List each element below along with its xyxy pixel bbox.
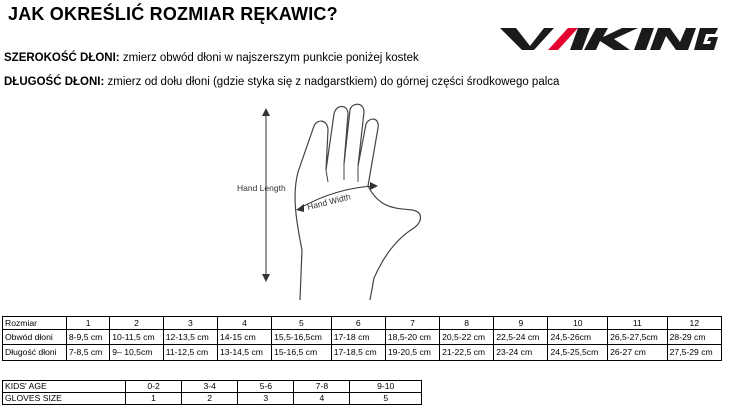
kids-age-cell: 0-2 xyxy=(126,381,182,393)
kids-age-cell: 7-8 xyxy=(294,381,350,393)
width-instruction xyxy=(4,52,419,64)
width-cell: 15,5-16,5cm xyxy=(272,330,332,345)
hand-length-label: Hand Length xyxy=(237,183,286,193)
length-cell: 11-12,5 cm xyxy=(163,345,217,361)
length-cell: 13-14,5 cm xyxy=(217,345,271,361)
kids-age-label: KIDS' AGE xyxy=(3,381,126,393)
length-cell: 15-16,5 cm xyxy=(272,345,332,361)
width-cell: 14-15 cm xyxy=(217,330,271,345)
width-cell: 18,5-20 cm xyxy=(385,330,439,345)
kids-age-cell: 9-10 xyxy=(350,381,422,393)
size-cell: 12 xyxy=(667,317,721,330)
viking-logo xyxy=(500,26,718,52)
size-cell: 2 xyxy=(110,317,163,330)
size-cell: 9 xyxy=(494,317,548,330)
kids-size-cell: 5 xyxy=(350,393,422,405)
kids-age-cell: 3-4 xyxy=(182,381,238,393)
length-row xyxy=(3,345,722,361)
hand-width-arrow-right xyxy=(370,182,378,190)
width-cell: 17-18 cm xyxy=(331,330,385,345)
length-instruction-label: DŁUGOŚĆ DŁONI: xyxy=(4,76,105,88)
logo-letter-g xyxy=(694,28,718,50)
kids-size-label: GLOVES SIZE xyxy=(3,393,126,405)
length-row-label: Długość dłoni xyxy=(3,345,67,361)
page-title: JAK OKREŚLIĆ ROZMIAR RĘKAWIC? xyxy=(8,4,338,24)
size-cell: 1 xyxy=(66,317,109,330)
kids-size-table xyxy=(2,380,422,405)
finger-crease-1 xyxy=(326,170,328,182)
logo-letter-v xyxy=(500,28,554,50)
kids-size-cell: 4 xyxy=(294,393,350,405)
length-cell: 26-27 cm xyxy=(608,345,668,361)
size-row xyxy=(3,317,722,330)
hand-diagram xyxy=(230,100,470,310)
kids-size-cell: 2 xyxy=(182,393,238,405)
size-cell: 4 xyxy=(217,317,271,330)
width-cell: 8-9,5 cm xyxy=(66,330,109,345)
width-cell: 10-11,5 cm xyxy=(110,330,163,345)
logo-letter-k xyxy=(584,28,638,50)
kids-size-cell: 1 xyxy=(126,393,182,405)
kids-size-row xyxy=(3,393,422,405)
width-instruction-label: SZEROKOŚĆ DŁONI: xyxy=(4,52,120,64)
width-row xyxy=(3,330,722,345)
length-cell: 7-8,5 cm xyxy=(66,345,109,361)
hand-width-label: Hand Width xyxy=(306,191,352,212)
size-cell: 5 xyxy=(272,317,332,330)
length-cell: 24,5-25,5cm xyxy=(548,345,608,361)
length-cell: 17-18,5 cm xyxy=(331,345,385,361)
size-cell: 8 xyxy=(440,317,494,330)
width-cell: 28-29 cm xyxy=(667,330,721,345)
width-row-label: Obwód dłoni xyxy=(3,330,67,345)
logo-letter-n xyxy=(650,28,696,50)
width-cell: 12-13,5 cm xyxy=(163,330,217,345)
kids-age-row xyxy=(3,381,422,393)
length-cell: 21-22,5 cm xyxy=(440,345,494,361)
size-cell: 3 xyxy=(163,317,217,330)
size-cell: 11 xyxy=(608,317,668,330)
kids-age-cell: 5-6 xyxy=(238,381,294,393)
length-cell: 23-24 cm xyxy=(494,345,548,361)
size-row-label: Rozmiar xyxy=(3,317,67,330)
length-cell: 27,5-29 cm xyxy=(667,345,721,361)
logo-letter-i2 xyxy=(634,28,654,50)
length-instruction-text: zmierz od dołu dłoni (gdzie styka się z nadgarstkiem) do górnej części środkowego palca xyxy=(104,76,560,88)
kids-size-cell: 3 xyxy=(238,393,294,405)
length-cell: 9– 10,5cm xyxy=(110,345,163,361)
size-cell: 6 xyxy=(331,317,385,330)
hand-length-arrow-top xyxy=(262,108,270,116)
width-cell: 26,5-27,5cm xyxy=(608,330,668,345)
size-cell: 7 xyxy=(385,317,439,330)
hand-length-arrow-bottom xyxy=(262,274,270,282)
width-cell: 24,5-26cm xyxy=(548,330,608,345)
width-cell: 20,5-22 cm xyxy=(440,330,494,345)
width-instruction-text: zmierz obwód dłoni w najszerszym punkcie poniżej kostek xyxy=(119,52,419,64)
size-table xyxy=(2,316,722,361)
width-cell: 22,5-24 cm xyxy=(494,330,548,345)
length-instruction xyxy=(4,76,559,88)
length-cell: 19-20,5 cm xyxy=(385,345,439,361)
size-cell: 10 xyxy=(548,317,608,330)
hand-width-arrow-left xyxy=(296,204,304,212)
